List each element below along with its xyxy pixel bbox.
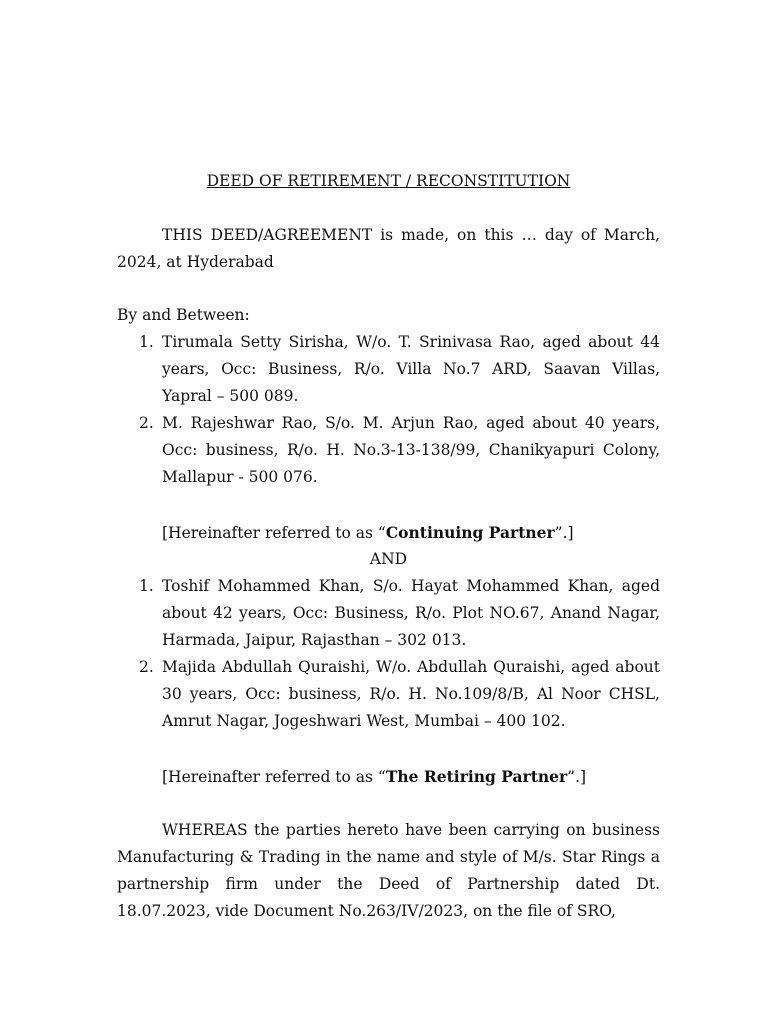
partner-details: Toshif Mohammed Khan, S/o. Hayat Mohammed Khan, aged about 42 years, Occ: Business, R/o. Plot NO.67, Anand Nagar, Harmada, Jaipur, Rajasthan – 302 013. bbox=[162, 577, 660, 649]
retiring-partner-reference: [Hereinafter referred to as “The Retiring Partner”.] bbox=[162, 767, 587, 786]
continuing-partners-list bbox=[117, 329, 660, 491]
whereas-paragraph: WHEREAS the parties hereto have been carrying on business Manufacturing & Trading in the name and style of M/s. Star Rings a partnership firm under the Deed of Partnership dated Dt. 18.07.2023, vide Document No.263/IV/2023, on the file of SRO, bbox=[117, 821, 660, 920]
list-item bbox=[117, 573, 660, 654]
and-separator: AND bbox=[369, 550, 408, 568]
partner-details: Majida Abdullah Quraishi, W/o. Abdullah Quraishi, aged about 30 years, Occ: business, R/o. H. No.109/8/B, Al Noor CHSL, Amrut Nagar, Jogeshwari West, Mumbai – 400 102. bbox=[162, 658, 660, 730]
partner-details: M. Rajeshwar Rao, S/o. M. Arjun Rao, aged about 40 years, Occ: business, R/o. H. No.3-13-138/99, Chanikyapuri Colony, Mallapur - 500 076. bbox=[162, 414, 660, 486]
continuing-partner-term: Continuing Partner bbox=[385, 523, 555, 542]
intro-paragraph: THIS DEED/AGREEMENT is made, on this … day of March, 2024, at Hyderabad bbox=[117, 226, 660, 271]
deed-title: DEED OF RETIREMENT / RECONSTITUTION bbox=[206, 172, 571, 190]
partner-details: Tirumala Setty Sirisha, W/o. T. Srinivasa Rao, aged about 44 years, Occ: Business, R/o. Villa No.7 ARD, Saavan Villas, Yapral – 500 089. bbox=[162, 333, 660, 405]
list-number: 2. bbox=[139, 414, 154, 432]
list-item bbox=[117, 410, 660, 491]
list-number: 1. bbox=[139, 577, 154, 595]
list-number: 1. bbox=[139, 333, 154, 351]
list-item bbox=[117, 654, 660, 735]
retiring-partners-list bbox=[117, 573, 660, 735]
list-number: 2. bbox=[139, 658, 154, 676]
by-and-between-label: By and Between: bbox=[117, 306, 250, 324]
list-item bbox=[117, 329, 660, 410]
retiring-partner-term: The Retiring Partner bbox=[385, 767, 568, 786]
continuing-partner-reference: [Hereinafter referred to as “Continuing Partner”.] bbox=[162, 523, 574, 542]
